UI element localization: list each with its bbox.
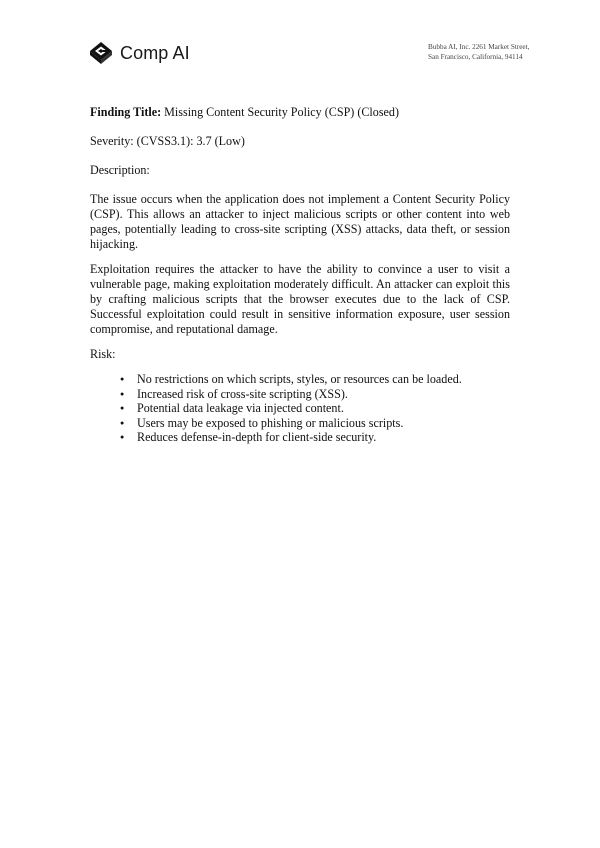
risk-item	[120, 401, 510, 416]
bullet-icon: ●	[120, 433, 125, 442]
bullet-icon: ●	[120, 389, 125, 398]
finding-title	[90, 105, 510, 120]
address-line-1: Bubba AI, Inc. 2261 Market Street,	[428, 43, 530, 51]
risk-item	[120, 430, 510, 445]
risk-item	[120, 387, 510, 402]
finding-title-value: Missing Content Security Policy (CSP) (Closed)	[161, 105, 399, 119]
company-logo	[88, 40, 190, 66]
description-label: Description:	[90, 163, 150, 177]
comp-ai-logo-icon	[88, 40, 114, 66]
risk-label: Risk:	[90, 347, 116, 361]
logo-text: Comp AI	[120, 42, 190, 63]
risk-item	[120, 372, 510, 387]
address-line-2: San Francisco, California, 94114	[428, 53, 523, 61]
risk-item	[120, 416, 510, 431]
risk-item-text: Users may be exposed to phishing or malicious scripts.	[137, 415, 404, 430]
risk-item-text: Potential data leakage via injected content.	[137, 401, 344, 416]
risk-item-text: Increased risk of cross-site scripting (XSS).	[137, 386, 348, 401]
finding-content	[90, 105, 510, 445]
risk-list	[90, 372, 510, 445]
page-header	[88, 38, 548, 72]
risk-item-text: Reduces defense-in-depth for client-side security.	[137, 430, 377, 445]
finding-title-label: Finding Title:	[90, 105, 162, 119]
risk-item-text: No restrictions on which scripts, styles, or resources can be loaded.	[137, 372, 462, 386]
severity: Severity: (CVSS3.1): 3.7 (Low)	[90, 134, 245, 148]
bullet-icon: ●	[120, 418, 125, 427]
company-address	[428, 42, 548, 62]
description-paragraph-2: Exploitation requires the attacker to have the ability to convince a user to visit a vulnerable page, making exploitation moderately difficult. An attacker can exploit this by crafting malicious scripts that the browser executes due to the lack of CSP. Successful exploitation could result in sensitive information exposure, user session compromise, and reputational damage.	[90, 262, 510, 336]
bullet-icon: ●	[120, 404, 125, 413]
bullet-icon: ●	[120, 375, 125, 383]
description-paragraph-1: The issue occurs when the application does not implement a Content Security Policy (CSP). This allows an attacker to inject malicious scripts or other content into web pages, potentially leading to cross-site scripting (XSS) attacks, data theft, or session hijacking.	[90, 192, 510, 251]
